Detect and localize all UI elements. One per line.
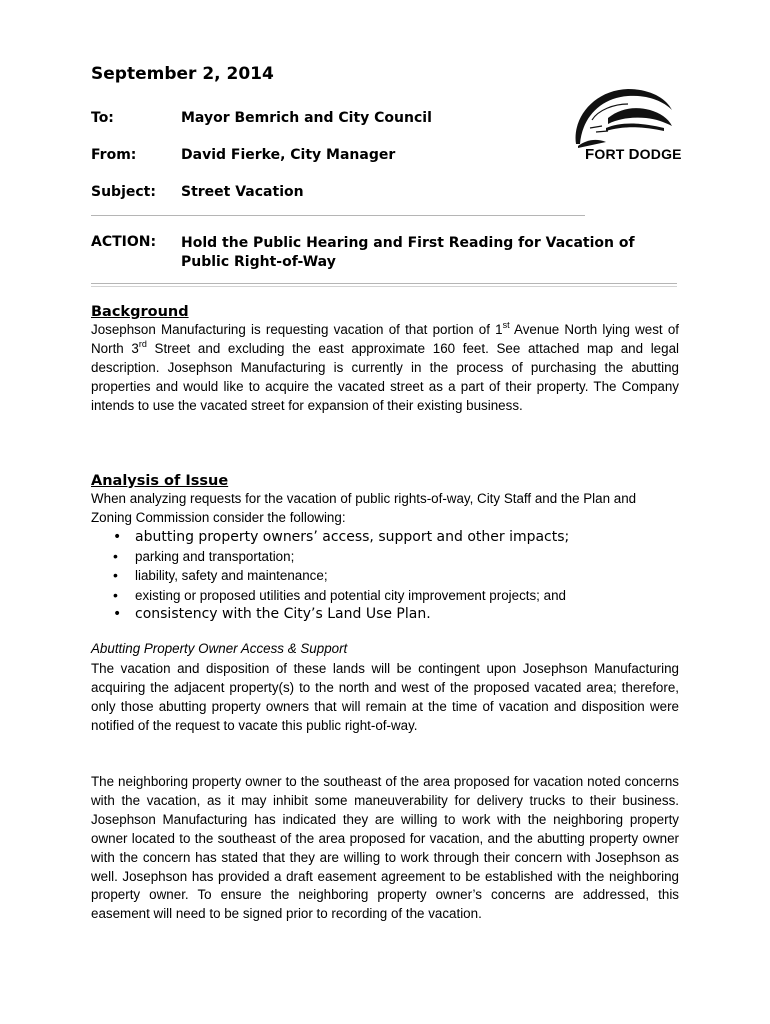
to-label: To: bbox=[91, 110, 114, 126]
background-section bbox=[91, 303, 679, 416]
from-value: David Fierke, City Manager bbox=[181, 147, 396, 163]
action-label: ACTION: bbox=[91, 234, 157, 250]
analysis-section bbox=[91, 472, 679, 624]
consideration-list bbox=[91, 528, 679, 624]
action-value: Hold the Public Hearing and First Reading for Vacation of Public Right-of-Way bbox=[181, 235, 635, 270]
subject-label: Subject: bbox=[91, 184, 156, 200]
to-value: Mayor Bemrich and City Council bbox=[181, 110, 432, 126]
abutting-subheading: Abutting Property Owner Access & Support bbox=[91, 641, 348, 656]
list-item: • liability, safety and maintenance; bbox=[91, 566, 679, 585]
action-divider bbox=[91, 283, 677, 287]
background-paragraph: Josephson Manufacturing is requesting vacation of that portion of 1st Avenue North lying west of North 3rd Street and excluding the east approximate 160 feet. See attached map and legal description. Josephson Manufacturing is currently in the process of purchasing the abutting properties and would like to acquire the vacated street as a part of their property. The Company intends to use the vacated street for expansion of their existing business. bbox=[91, 320, 679, 413]
logo-wordmark: FORT DODGE bbox=[585, 146, 682, 163]
abutting-paragraph-2 bbox=[91, 773, 679, 924]
subject-value: Street Vacation bbox=[181, 184, 304, 200]
from-label: From: bbox=[91, 147, 137, 163]
list-item: • existing or proposed utilities and potential city improvement projects; and bbox=[91, 586, 679, 605]
abutting-text-2: The neighboring property owner to the southeast of the area proposed for vacation noted concerns with the vacation, as it may inhibit some maneuverability for delivery trucks to their business. Josephson Manufacturing has indicated they are willing to work with the neighboring property owner located to the southeast of the area proposed for vacation, and the abutting property owner with the concern has stated that they are willing to work through their concern with Josephson as well. Josephson has provided a draft easement agreement to be established with the neighboring property owner. To ensure the neighboring property owner’s concerns are addressed, this easement will need to be signed prior to recording of the vacation. bbox=[91, 774, 679, 922]
analysis-intro: When analyzing requests for the vacation of public rights-of-way, City Staff and the Plan and Zoning Commission consider the following: bbox=[91, 491, 637, 525]
abutting-paragraph-1 bbox=[91, 660, 679, 736]
header-divider bbox=[91, 215, 585, 216]
list-item: • abutting property owners’ access, support and other impacts; bbox=[91, 528, 679, 547]
memo-date: September 2, 2014 bbox=[91, 64, 274, 84]
list-item: • consistency with the City’s Land Use Plan. bbox=[91, 605, 679, 624]
list-item: • parking and transportation; bbox=[91, 547, 679, 566]
analysis-title: Analysis of Issue bbox=[91, 473, 229, 489]
background-title: Background bbox=[91, 304, 189, 320]
abutting-text-1: The vacation and disposition of these lands will be contingent upon Josephson Manufacturing acquiring the adjacent property(s) to the north and west of the proposed vacated area; therefore, only those abutting property owners that will remain at the time of vacation and disposition were notified of the request to vacate this public right-of-way. bbox=[91, 661, 679, 733]
